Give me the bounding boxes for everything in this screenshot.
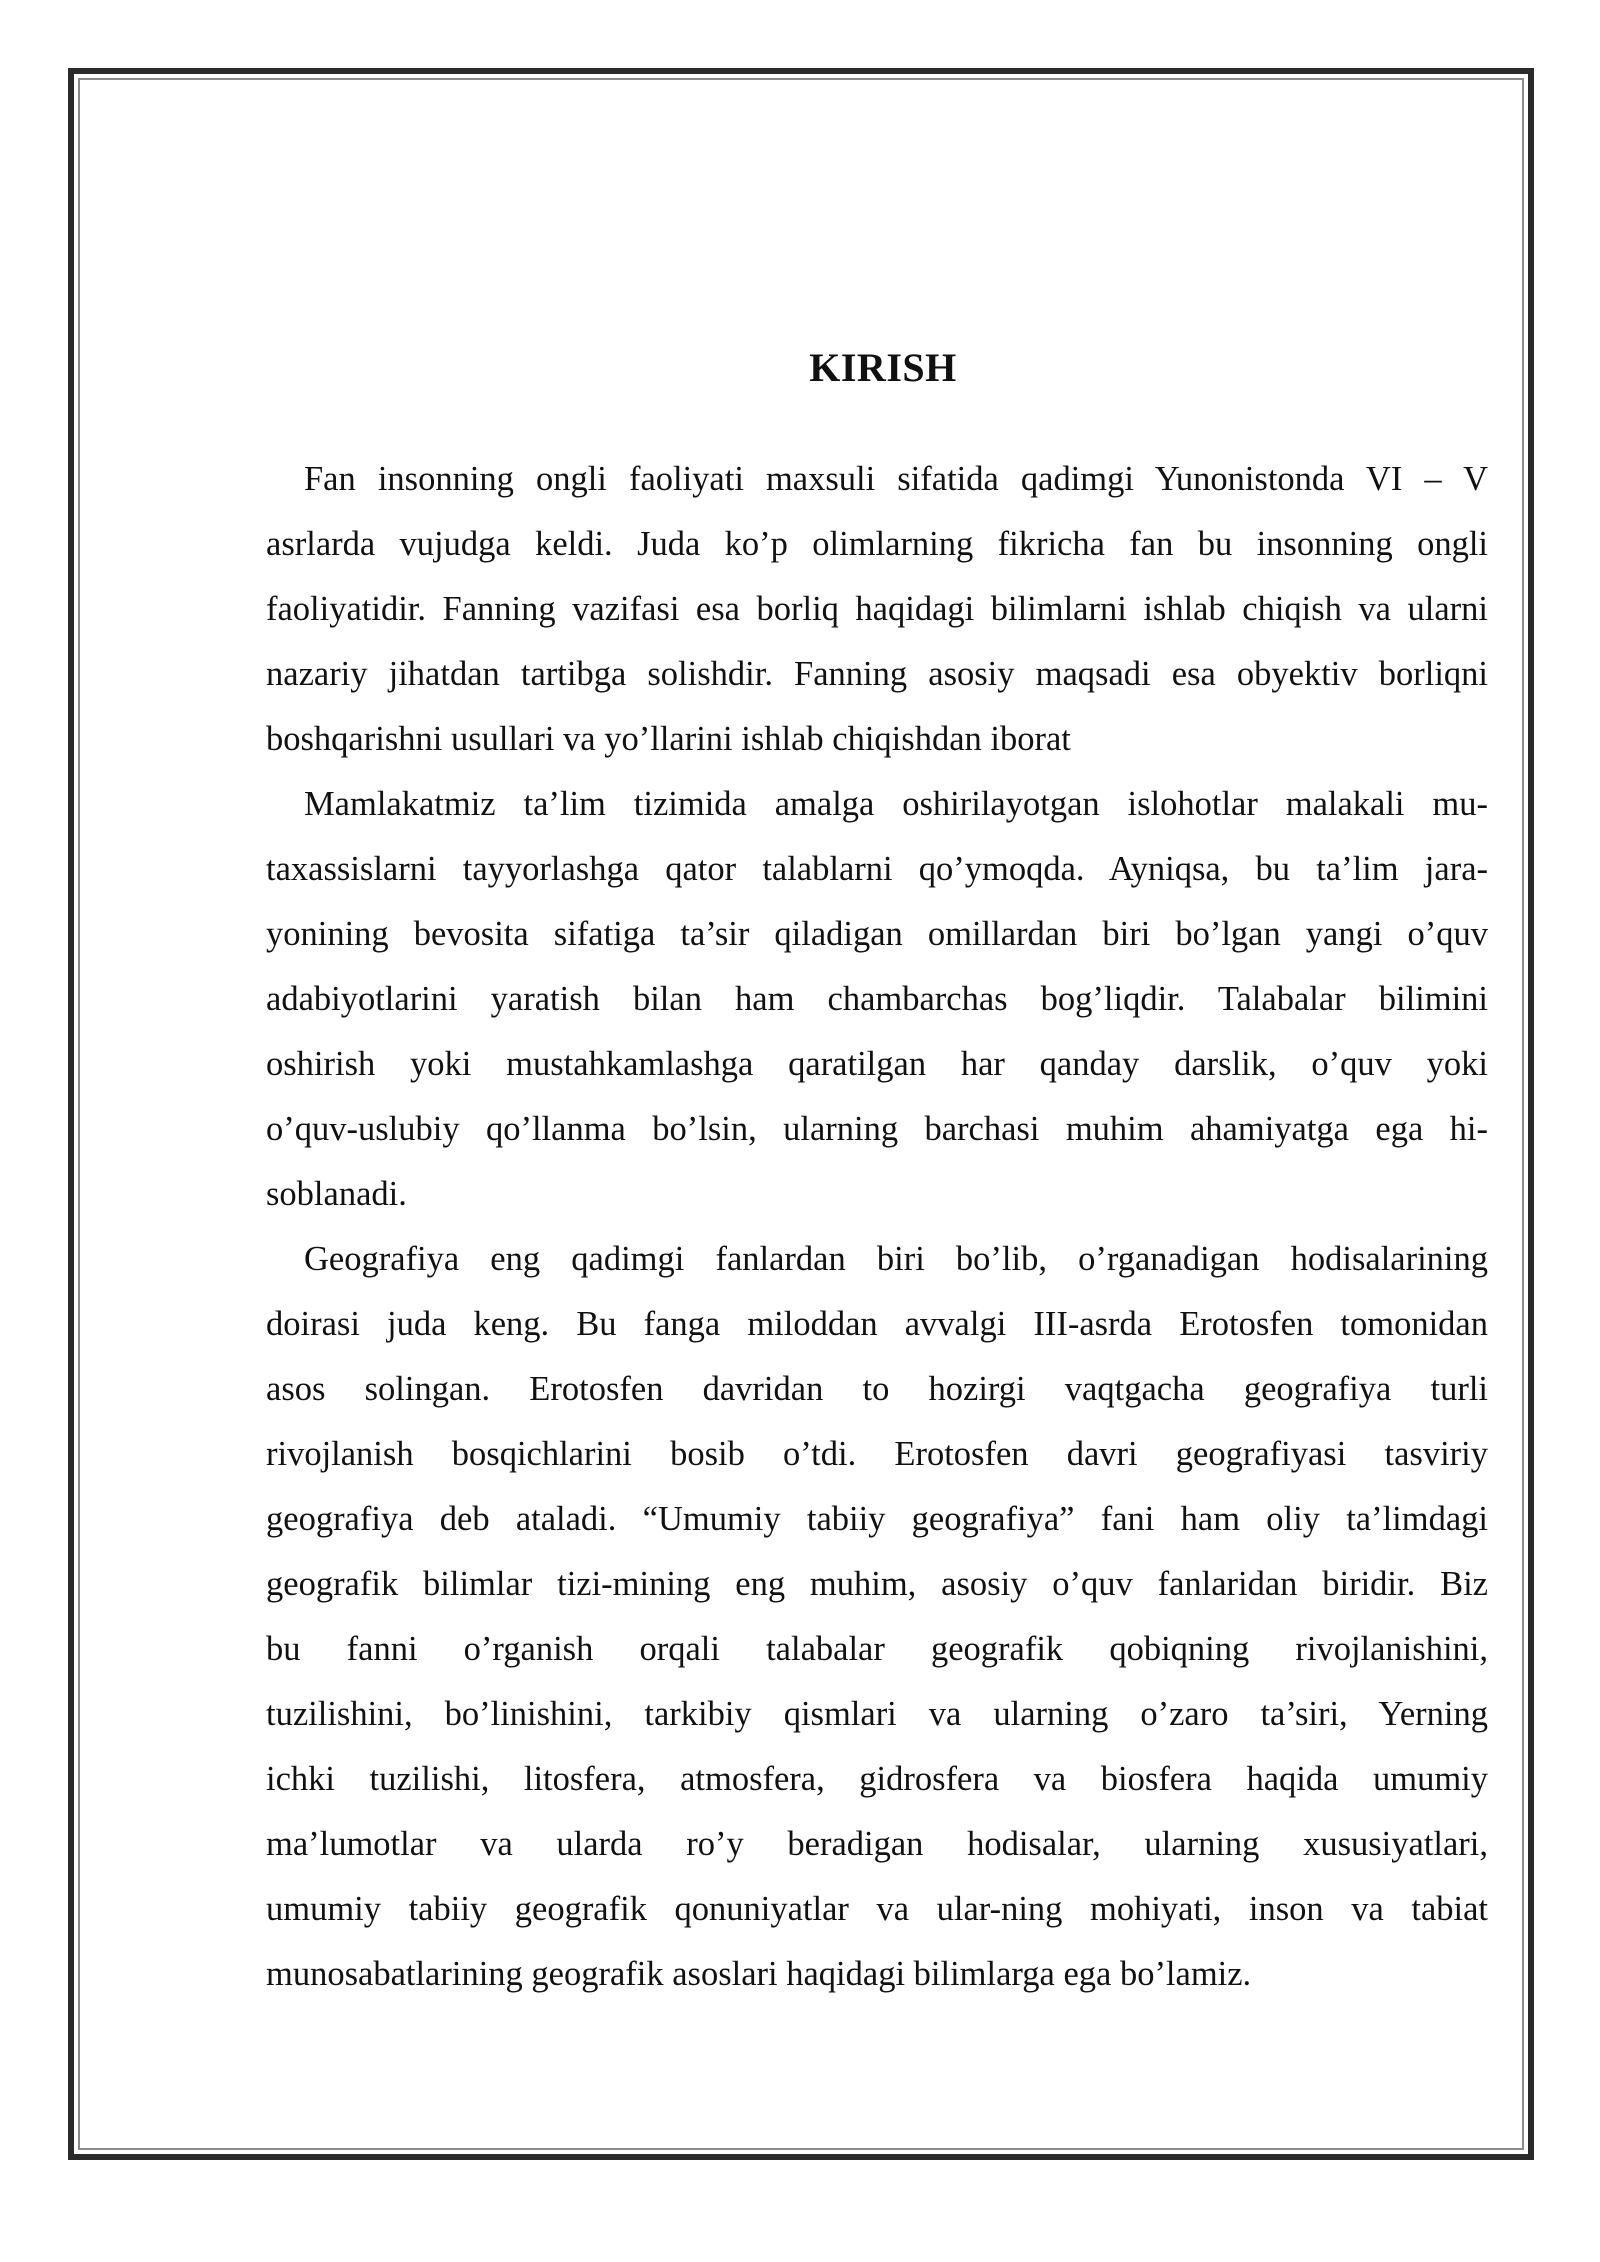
paragraph-line: bu fanni o’rganish orqali talabalar geografik qobiqning rivojlanishini,: [266, 1630, 1488, 1668]
paragraph-line: oshirish yoki mustahkamlashga qaratilgan har qanday darslik, o’quv yoki: [266, 1045, 1488, 1083]
paragraph-line: geografik bilimlar tizi-mining eng muhim, asosiy o’quv fanlaridan biridir. Biz: [266, 1565, 1488, 1603]
paragraph-line: tuzilishini, bo’linishini, tarkibiy qismlari va ularning o’zaro ta’siri, Yerning: [266, 1695, 1488, 1733]
paragraph-line: taxassislarni tayyorlashga qator talablarni qo’ymoqda. Ayniqsa, bu ta’lim jara-: [266, 850, 1488, 888]
paragraph: [228, 772, 1488, 1227]
paragraph-list: [228, 447, 1488, 2007]
document-title: KIRISH: [809, 345, 957, 390]
paragraph-line: Fan insonning ongli faoliyati maxsuli sifatida qadimgi Yunonistonda VI – V: [304, 460, 1488, 498]
paragraph-line: munosabatlarining geografik asoslari haqidagi bilimlarga ega bo’lamiz.: [266, 1955, 1252, 1993]
paragraph-line: asrlarda vujudga keldi. Juda ko’p olimlarning fikricha fan bu insonning ongli: [266, 525, 1488, 563]
paragraph-line: rivojlanish bosqichlarini bosib o’tdi. Erotosfen davri geografiyasi tasviriy: [266, 1435, 1488, 1473]
paragraph-line: o’quv-uslubiy qo’llanma bo’lsin, ularning barchasi muhim ahamiyatga ega hi-: [266, 1110, 1488, 1148]
paragraph: [228, 1227, 1488, 2007]
paragraph-line: nazariy jihatdan tartibga solishdir. Fanning asosiy maqsadi esa obyektiv borliqni: [266, 655, 1488, 693]
paragraph-line: Mamlakatmiz ta’lim tizimida amalga oshirilayotgan islohotlar malakali mu-: [304, 785, 1488, 823]
paragraph-line: soblanadi.: [266, 1175, 407, 1213]
paragraph-line: adabiyotlarini yaratish bilan ham chambarchas bog’liqdir. Talabalar bilimini: [266, 980, 1488, 1018]
paragraph-line: faoliyatidir. Fanning vazifasi esa borliq haqidagi bilimlarni ishlab chiqish va ularni: [266, 590, 1488, 628]
paragraph-line: Geografiya eng qadimgi fanlardan biri bo’lib, o’rganadigan hodisalarining: [304, 1240, 1488, 1278]
paragraph-line: umumiy tabiiy geografik qonuniyatlar va ular-ning mohiyati, inson va tabiat: [266, 1890, 1488, 1928]
paragraph-line: doirasi juda keng. Bu fanga miloddan avvalgi III-asrda Erotosfen tomonidan: [266, 1305, 1488, 1343]
paragraph-line: yonining bevosita sifatiga ta’sir qiladigan omillardan biri bo’lgan yangi o’quv: [266, 915, 1488, 953]
paragraph-line: ichki tuzilishi, litosfera, atmosfera, gidrosfera va biosfera haqida umumiy: [266, 1760, 1488, 1798]
paragraph-line: asos solingan. Erotosfen davridan to hozirgi vaqtgacha geografiya turli: [266, 1370, 1488, 1408]
paragraph-line: geografiya deb ataladi. “Umumiy tabiiy geografiya” fani ham oliy ta’limdagi: [266, 1500, 1488, 1538]
paragraph-line: ma’lumotlar va ularda ro’y beradigan hodisalar, ularning xususiyatlari,: [266, 1825, 1488, 1863]
paragraph: [228, 447, 1488, 772]
document-body: [228, 344, 1488, 2007]
paragraph-line: boshqarishni usullari va yo’llarini ishlab chiqishdan iborat: [266, 720, 1071, 758]
